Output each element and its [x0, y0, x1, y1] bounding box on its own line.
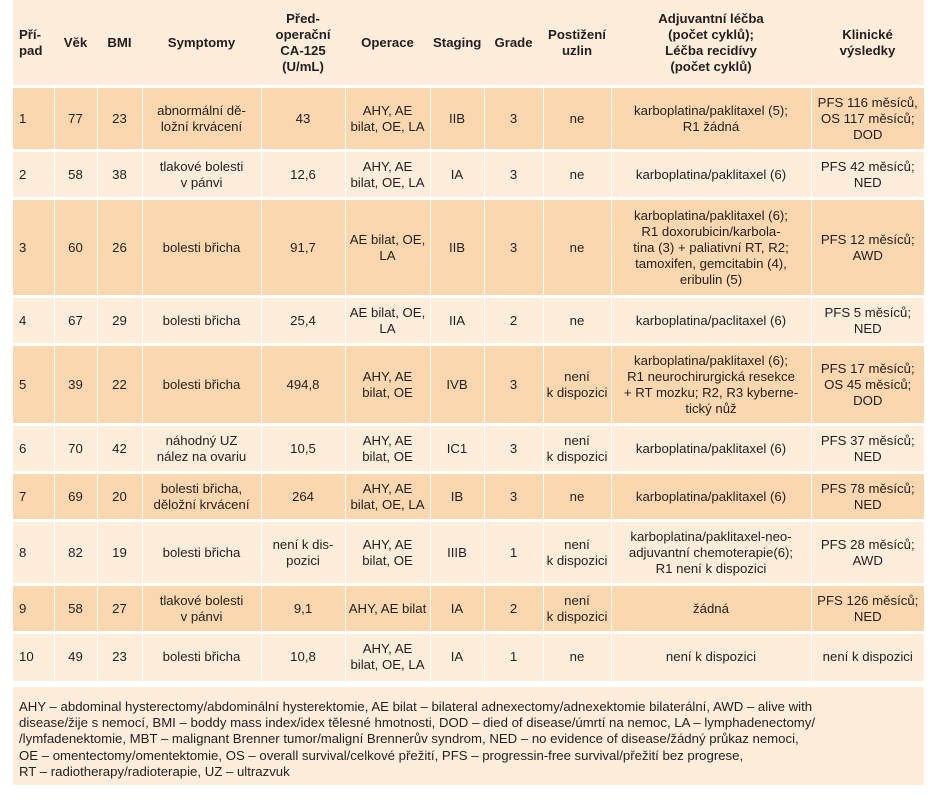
cell-uzliny — [543, 297, 611, 345]
cell-line: NED — [853, 320, 882, 336]
cell-bmi: 23 — [97, 87, 142, 151]
cell-line: není — [564, 536, 590, 552]
cell-line: AHY, AE — [362, 480, 413, 496]
cell-pripad: 5 — [13, 345, 54, 425]
header-line: Grade — [494, 34, 533, 50]
cell-line: karboplatina/paclitaxel (6) — [635, 312, 787, 328]
table-row — [13, 425, 924, 473]
cell-grade: 2 — [484, 297, 543, 345]
cell-line: k dispozici — [546, 384, 608, 400]
cell-line: ne — [569, 166, 585, 182]
cell-line: ne — [569, 239, 585, 255]
cell-ca125 — [261, 585, 345, 633]
cell-line: v pánvi — [180, 174, 223, 190]
cell-operace — [345, 297, 430, 345]
cell-line: ne — [569, 649, 585, 665]
cell-line: OS 117 měsíců; — [820, 110, 915, 126]
cell-lecba — [611, 521, 811, 585]
cell-uzliny — [543, 425, 611, 473]
cell-operace — [345, 87, 430, 151]
cell-lecba — [611, 345, 811, 425]
cell-vysledky — [811, 521, 924, 585]
cell-line: k dispozici — [546, 552, 608, 568]
cell-symptomy — [142, 345, 261, 425]
cell-line: NED — [853, 608, 882, 624]
cell-bmi: 22 — [97, 345, 142, 425]
cell-symptomy — [142, 151, 261, 199]
cell-pripad: 9 — [13, 585, 54, 633]
cell-line: ne — [569, 312, 585, 328]
cell-line: AWD — [852, 552, 883, 568]
cell-operace — [345, 425, 430, 473]
cell-line: bilat, OE, LA — [350, 496, 425, 512]
cell-line: bilat, OE, LA — [350, 174, 425, 190]
footnote-line: OE – omentectomy/omentektomie, OS – overall survival/celkové přežití, PFS – progressin-free survival/přežití bez progrese, — [19, 747, 744, 763]
cell-symptomy — [142, 521, 261, 585]
header-line: (U/mL) — [282, 58, 324, 74]
cell-line: OS 45 měsíců; — [824, 376, 912, 392]
cell-grade: 2 — [484, 585, 543, 633]
cell-bmi: 29 — [97, 297, 142, 345]
cell-line: PFS 126 měsíců; — [817, 592, 919, 608]
cell-ca125 — [261, 199, 345, 297]
cell-line: AHY, AE — [362, 641, 413, 657]
cell-line: AHY, AE — [362, 102, 413, 118]
cell-operace — [345, 585, 430, 633]
cell-line: karboplatina/paklitaxel (6) — [635, 488, 787, 504]
cell-grade: 1 — [484, 633, 543, 681]
footnote-line: AHY – abdominal hysterectomy/abdominální hysterektomie, AE bilat – bilateral adnexectomy/adnexektomie bilaterální, AWD – alive with — [19, 698, 813, 714]
cell-pripad: 3 — [13, 199, 54, 297]
cell-line: není — [564, 592, 590, 608]
cell-bmi: 20 — [97, 473, 142, 521]
cell-line: 91,7 — [290, 239, 316, 255]
cell-line: karboplatina/paklitaxel (6) — [635, 440, 787, 456]
cell-line: bilat, OE — [362, 552, 413, 568]
header-line: Operace — [361, 34, 414, 50]
cell-pripad: 1 — [13, 87, 54, 151]
cell-line: 10,8 — [290, 649, 316, 665]
cell-vysledky — [811, 473, 924, 521]
cell-uzliny — [543, 151, 611, 199]
cell-line: v pánvi — [180, 608, 223, 624]
column-header-pripad — [13, 0, 54, 87]
column-header-operace — [345, 0, 430, 87]
cell-line: karboplatina/paklitaxel (5); — [634, 102, 788, 118]
cell-line: tlakové bolesti — [159, 592, 244, 608]
cell-grade: 3 — [484, 151, 543, 199]
cell-line: NED — [853, 448, 882, 464]
cell-line: PFS 78 měsíců; — [820, 480, 915, 496]
cell-line: není — [564, 432, 590, 448]
cell-ca125 — [261, 473, 345, 521]
cell-vek: 58 — [54, 585, 97, 633]
cell-line: AHY, AE — [362, 432, 413, 448]
header-line: výsledky — [839, 42, 896, 58]
cell-line: bilat, OE — [362, 384, 413, 400]
cell-operace — [345, 151, 430, 199]
cell-line: PFS 17 měsíců; — [820, 360, 915, 376]
cell-vek: 39 — [54, 345, 97, 425]
cell-line: tický nůž — [685, 400, 737, 416]
table-body — [13, 87, 924, 681]
header-line: Staging — [433, 34, 482, 50]
cell-line: PFS 12 měsíců; — [820, 231, 915, 247]
header-line: Věk — [63, 34, 88, 50]
column-header-ca125 — [261, 0, 345, 87]
cell-pripad: 4 — [13, 297, 54, 345]
cell-line: PFS 116 měsíců, — [817, 94, 918, 110]
table-row — [13, 151, 924, 199]
header-line: Symptomy — [167, 34, 236, 50]
cell-ca125 — [261, 521, 345, 585]
cell-line: NED — [853, 174, 882, 190]
header-line: Klinické — [842, 26, 893, 42]
cell-operace — [345, 345, 430, 425]
cell-vek: 77 — [54, 87, 97, 151]
cell-line: R1 žádná — [682, 118, 740, 134]
cell-line: tina (3) + paliativní RT, R2; — [633, 239, 789, 255]
cell-line: nález na ovariu — [156, 448, 247, 464]
cell-vek: 49 — [54, 633, 97, 681]
cell-ca125 — [261, 425, 345, 473]
cell-line: děložní krvácení — [153, 496, 250, 512]
cell-line: DOD — [853, 126, 883, 142]
header-line: Před- — [286, 10, 320, 26]
cell-line: 494,8 — [286, 376, 320, 392]
cell-line: R1 doxorubicin/karbola- — [641, 223, 781, 239]
cell-line: AWD — [852, 247, 883, 263]
cell-line: k dispozici — [546, 448, 608, 464]
header-line: uzlin — [561, 42, 593, 58]
cell-line: není k dispozici — [665, 649, 757, 665]
cell-line: bolesti břicha — [162, 376, 241, 392]
cell-vek: 82 — [54, 521, 97, 585]
cell-line: AE bilat, OE, — [349, 231, 426, 247]
cell-lecba — [611, 633, 811, 681]
cell-staging: IB — [430, 473, 484, 521]
cell-line: AHY, AE — [362, 158, 413, 174]
cell-symptomy — [142, 87, 261, 151]
cell-bmi: 19 — [97, 521, 142, 585]
table-row — [13, 297, 924, 345]
cell-lecba — [611, 585, 811, 633]
cell-line: LA — [379, 247, 396, 263]
column-header-uzliny — [543, 0, 611, 87]
cell-grade: 3 — [484, 473, 543, 521]
cell-line: bolesti břicha — [162, 312, 241, 328]
header-line: operační — [275, 26, 331, 42]
cell-symptomy — [142, 585, 261, 633]
cell-operace — [345, 199, 430, 297]
cell-symptomy — [142, 473, 261, 521]
table-row — [13, 345, 924, 425]
cell-operace — [345, 521, 430, 585]
cell-uzliny — [543, 521, 611, 585]
column-header-symptomy — [142, 0, 261, 87]
cell-uzliny — [543, 199, 611, 297]
table-row — [13, 87, 924, 151]
cell-symptomy — [142, 633, 261, 681]
cell-operace — [345, 633, 430, 681]
cell-bmi: 23 — [97, 633, 142, 681]
cell-bmi: 42 — [97, 425, 142, 473]
cell-line: náhodný UZ — [165, 432, 238, 448]
cell-staging: IIIB — [430, 521, 484, 585]
cell-vysledky — [811, 633, 924, 681]
cell-line: DOD — [853, 392, 883, 408]
cell-line: 10,5 — [290, 440, 316, 456]
cell-vek: 60 — [54, 199, 97, 297]
cell-line: adjuvantní chemoterapie(6); — [628, 544, 794, 560]
cell-uzliny — [543, 473, 611, 521]
cell-line: bilat, OE, LA — [350, 657, 425, 673]
cell-line: PFS 42 měsíců; — [820, 158, 915, 174]
cell-staging: IVB — [430, 345, 484, 425]
cell-vysledky — [811, 585, 924, 633]
header-line: Postižení — [548, 26, 606, 42]
cell-staging: IA — [430, 151, 484, 199]
cell-lecba — [611, 425, 811, 473]
cell-line: + RT mozku; R2, R3 kyberne- — [623, 384, 799, 400]
cell-staging: IIB — [430, 87, 484, 151]
cell-line: pozici — [286, 552, 320, 568]
header-line: Léčba recidívy — [665, 42, 757, 58]
cell-pripad: 7 — [13, 473, 54, 521]
cell-vysledky — [811, 151, 924, 199]
cell-line: bolesti břicha — [162, 239, 241, 255]
cell-symptomy — [142, 199, 261, 297]
footnote-line: RT – radiotherapy/radioterapie, UZ – ultrazvuk — [19, 764, 290, 780]
cell-line: bolesti břicha — [162, 544, 241, 560]
cell-line: AE bilat, OE, — [349, 304, 426, 320]
table-row — [13, 473, 924, 521]
cell-vysledky — [811, 425, 924, 473]
cell-bmi: 38 — [97, 151, 142, 199]
cell-vek: 69 — [54, 473, 97, 521]
column-header-staging — [430, 0, 484, 87]
table-container — [13, 0, 924, 800]
cell-vysledky — [811, 345, 924, 425]
cell-lecba — [611, 87, 811, 151]
cell-line: 9,1 — [293, 600, 313, 616]
cell-line: karboplatina/paklitaxel-neo- — [630, 528, 792, 544]
cell-line: žádná — [693, 600, 729, 616]
cell-vek: 70 — [54, 425, 97, 473]
column-header-grade — [484, 0, 543, 87]
cell-line: karboplatina/paklitaxel (6); — [634, 352, 788, 368]
table-row — [13, 521, 924, 585]
cell-ca125 — [261, 297, 345, 345]
cell-line: k dispozici — [546, 608, 608, 624]
cell-grade: 1 — [484, 521, 543, 585]
table-row — [13, 585, 924, 633]
header-line: Pří- — [19, 26, 41, 42]
cell-vysledky — [811, 297, 924, 345]
cell-lecba — [611, 199, 811, 297]
patient-table — [13, 0, 924, 681]
cell-line: bolesti břicha, — [160, 480, 243, 496]
cell-pripad: 8 — [13, 521, 54, 585]
cell-operace — [345, 473, 430, 521]
cell-staging: IA — [430, 633, 484, 681]
cell-line: bolesti břicha — [162, 649, 241, 665]
cell-lecba — [611, 473, 811, 521]
cell-line: tamoxifen, gemcitabin (4), — [635, 255, 787, 271]
cell-line: AHY, AE — [362, 536, 413, 552]
footnote-line: /lymfadenektomie, MBT – malignant Brenner tumor/maligní Brennerův syndrom, NED – no evidence of disease/žádný průkaz nemoci, — [19, 731, 799, 747]
cell-line: 264 — [291, 488, 314, 504]
cell-ca125 — [261, 87, 345, 151]
cell-line: bilat, OE — [362, 448, 413, 464]
cell-vysledky — [811, 87, 924, 151]
cell-line: ne — [569, 110, 585, 126]
header-line: (počet cyklů); — [668, 26, 754, 42]
cell-line: karboplatina/paklitaxel (6); — [634, 207, 788, 223]
column-header-vysledky — [811, 0, 924, 87]
cell-staging: IIA — [430, 297, 484, 345]
cell-line: není k dis- — [272, 536, 334, 552]
cell-uzliny — [543, 585, 611, 633]
cell-line: PFS 28 měsíců; — [820, 536, 915, 552]
cell-line: NED — [853, 496, 882, 512]
cell-line: bilat, OE, LA — [350, 118, 425, 134]
cell-symptomy — [142, 425, 261, 473]
cell-line: ne — [569, 488, 585, 504]
cell-pripad: 2 — [13, 151, 54, 199]
cell-uzliny — [543, 633, 611, 681]
table-row — [13, 199, 924, 297]
cell-pripad: 6 — [13, 425, 54, 473]
header-line: BMI — [107, 34, 132, 50]
cell-pripad: 10 — [13, 633, 54, 681]
cell-staging: IIB — [430, 199, 484, 297]
cell-line: tlakové bolesti — [159, 158, 244, 174]
cell-uzliny — [543, 345, 611, 425]
table-row — [13, 633, 924, 681]
cell-lecba — [611, 297, 811, 345]
cell-line: R1 neurochirurgická resekce — [627, 368, 795, 384]
cell-line: není — [564, 368, 590, 384]
cell-line: 25,4 — [290, 312, 316, 328]
cell-grade: 3 — [484, 425, 543, 473]
cell-grade: 3 — [484, 345, 543, 425]
footnote — [13, 681, 924, 785]
cell-ca125 — [261, 345, 345, 425]
header-line: CA-125 — [280, 42, 326, 58]
cell-bmi: 26 — [97, 199, 142, 297]
cell-symptomy — [142, 297, 261, 345]
cell-ca125 — [261, 633, 345, 681]
cell-grade: 3 — [484, 87, 543, 151]
cell-line: abnormální dě- — [157, 102, 246, 118]
cell-line: není k dispozici — [822, 649, 913, 665]
cell-line: eribulin (5) — [679, 271, 743, 287]
cell-line: LA — [379, 320, 396, 336]
cell-line: 43 — [295, 110, 311, 126]
cell-line: AHY, AE — [362, 368, 413, 384]
cell-line: AHY, AE bilat — [348, 600, 427, 616]
header-line: (počet cyklů) — [670, 58, 752, 74]
cell-ca125 — [261, 151, 345, 199]
cell-line: PFS 37 měsíců; — [820, 432, 915, 448]
cell-vek: 58 — [54, 151, 97, 199]
cell-uzliny — [543, 87, 611, 151]
cell-lecba — [611, 151, 811, 199]
cell-line: ložní krvácení — [160, 118, 243, 134]
header-row — [13, 0, 924, 87]
cell-bmi: 27 — [97, 585, 142, 633]
cell-staging: IC1 — [430, 425, 484, 473]
column-header-vek — [54, 0, 97, 87]
cell-vysledky — [811, 199, 924, 297]
cell-grade: 3 — [484, 199, 543, 297]
header-line: pad — [19, 42, 43, 58]
column-header-bmi — [97, 0, 142, 87]
cell-line: PFS 5 měsíců; — [824, 304, 911, 320]
cell-staging: IA — [430, 585, 484, 633]
cell-vek: 67 — [54, 297, 97, 345]
header-line: Adjuvantní léčba — [658, 10, 764, 26]
column-header-lecba — [611, 0, 811, 87]
cell-line: 12,6 — [290, 166, 316, 182]
footnote-line: disease/žije s nemocí, BMI – boddy mass index/idex tělesné hmotnosti, DOD – died of disease/úmrtí na nemoc, LA – lymphadenectomy/ — [19, 714, 816, 730]
cell-line: R1 není k dispozici — [655, 560, 767, 576]
cell-line: karboplatina/paklitaxel (6) — [635, 166, 787, 182]
